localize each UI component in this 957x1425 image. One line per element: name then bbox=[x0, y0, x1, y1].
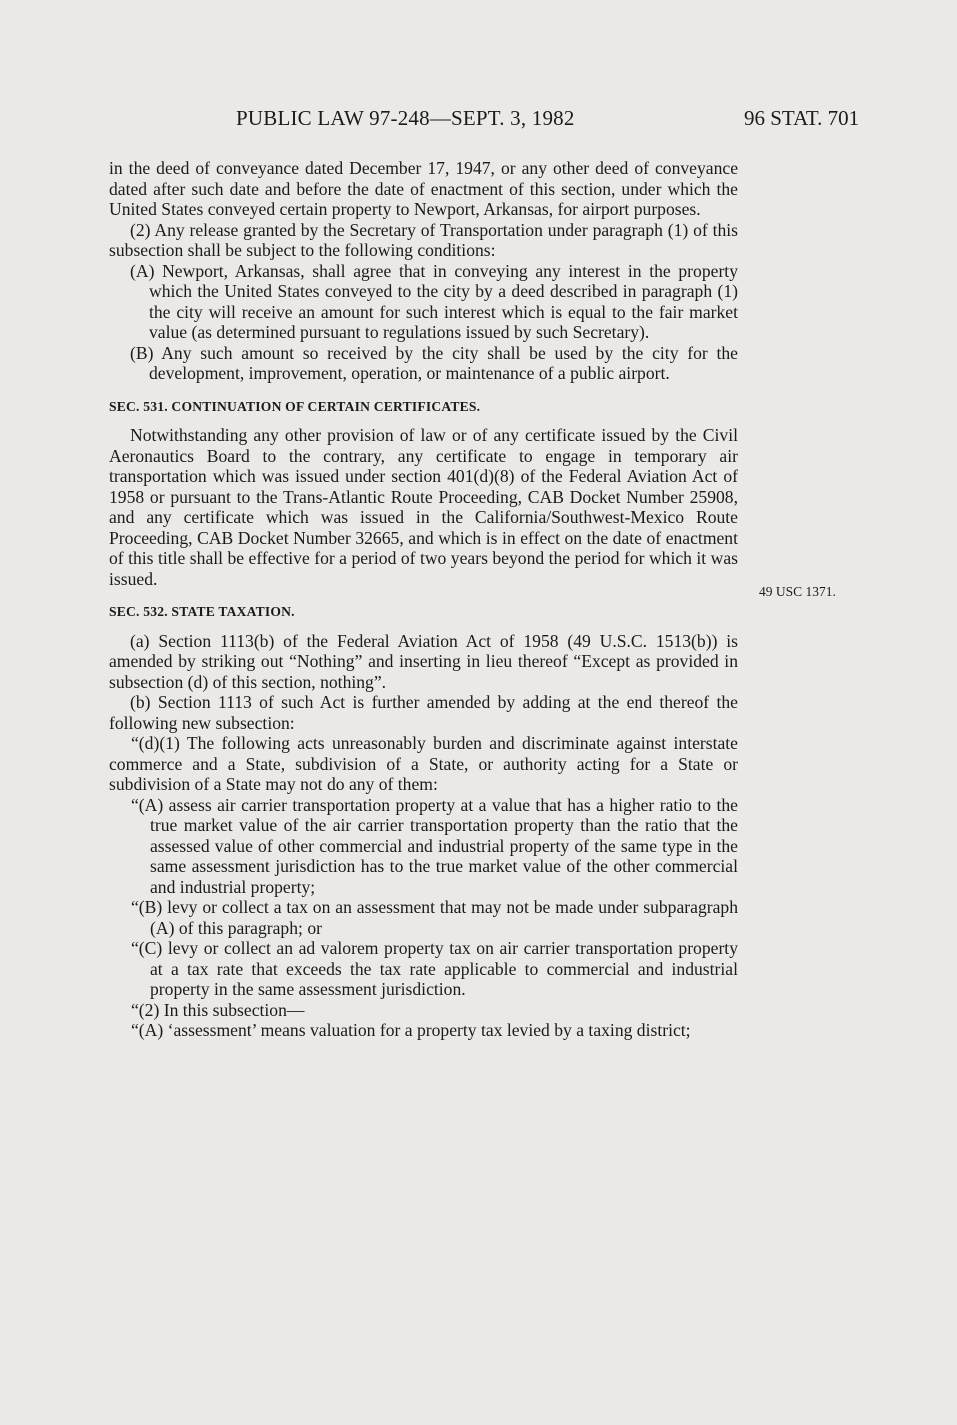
section-532-d1-b: “(B) levy or collect a tax on an assessment that may not be made under subparagraph (A) of this paragraph; or bbox=[131, 897, 738, 938]
section-532-b: (b) Section 1113 of such Act is further amended by adding at the end thereof the following new subsection: bbox=[109, 692, 738, 733]
margin-citation: 49 USC 1371. bbox=[759, 584, 836, 599]
section-532-d2: “(2) In this subsection— bbox=[131, 999, 305, 1020]
section-532-d2-a: “(A) ‘assessment’ means valuation for a property tax levied by a taxing district; bbox=[131, 1020, 691, 1040]
section-531-text: Notwithstanding any other provision of law or of any certificate issued by the Civil Aeronautics Board to the contrary, any certificate to engage in temporary air transportation which was issued under section 401(d)(8) of the Federal Aviation Act of 1958 or pursuant to the Trans-Atlantic Route Proceeding, CAB Docket Number 25908, and any certificate which was issued in the California/Southwest-Mexico Route Proceeding, CAB Docket Number 32665, and which is in effect on the date of enactment of this title shall be effective for a period of two years beyond the period for which it was issued. bbox=[109, 425, 738, 589]
paragraph-2-a: (A) Newport, Arkansas, shall agree that in conveying any interest in the property which the United States conveyed to the city by a deed described in paragraph (1) the city will receive an amount for such interest which is equal to the fair market value (as determined pursuant to regulations issued by such Secretary). bbox=[130, 260, 738, 342]
section-532-d1-a: “(A) assess air carrier transportation property at a value that has a higher ratio to the true market value of the air carrier transportation property than the ratio that the assessed value of other commercial and industrial property of the same type in the same assessment jurisdiction has to the true market value of the other commercial and industrial property; bbox=[131, 794, 738, 897]
section-532-heading: SEC. 532. STATE TAXATION. bbox=[109, 604, 295, 619]
paragraph-continuation: in the deed of conveyance dated December 17, 1947, or any other deed of conveyance dated after such date and before the date of enactment of this section, under which the United States conveyed certain property to Newport, Arkansas, for airport purposes. bbox=[109, 158, 738, 219]
section-532-d1: “(d)(1) The following acts unreasonably burden and discriminate against interstate commerce and a State, subdivision of a State, or authority acting for a State or subdivision of a State may not do any of them: bbox=[109, 733, 738, 794]
section-532-a: (a) Section 1113(b) of the Federal Aviation Act of 1958 (49 U.S.C. 1513(b)) is amended by striking out “Nothing” and inserting in lieu thereof “Except as provided in subsection (d) of this section, nothing”. bbox=[109, 630, 738, 692]
statute-body bbox=[109, 158, 738, 1041]
paragraph-2-b: (B) Any such amount so received by the city shall be used by the city for the development, improvement, operation, or maintenance of a public airport. bbox=[130, 342, 738, 383]
section-531-heading: SEC. 531. CONTINUATION OF CERTAIN CERTIFICATES. bbox=[109, 398, 481, 414]
statute-page-number: 96 STAT. 701 bbox=[744, 106, 860, 130]
running-head-title: PUBLIC LAW 97-248—SEPT. 3, 1982 bbox=[236, 106, 575, 130]
paragraph-2: (2) Any release granted by the Secretary of Transportation under paragraph (1) of this subsection shall be subject to the following conditions: bbox=[109, 219, 738, 260]
section-532-d1-c: “(C) levy or collect an ad valorem property tax on air carrier transportation property at a tax rate that exceeds the tax rate applicable to commercial and industrial property in the same assessment jurisdiction. bbox=[131, 938, 738, 999]
